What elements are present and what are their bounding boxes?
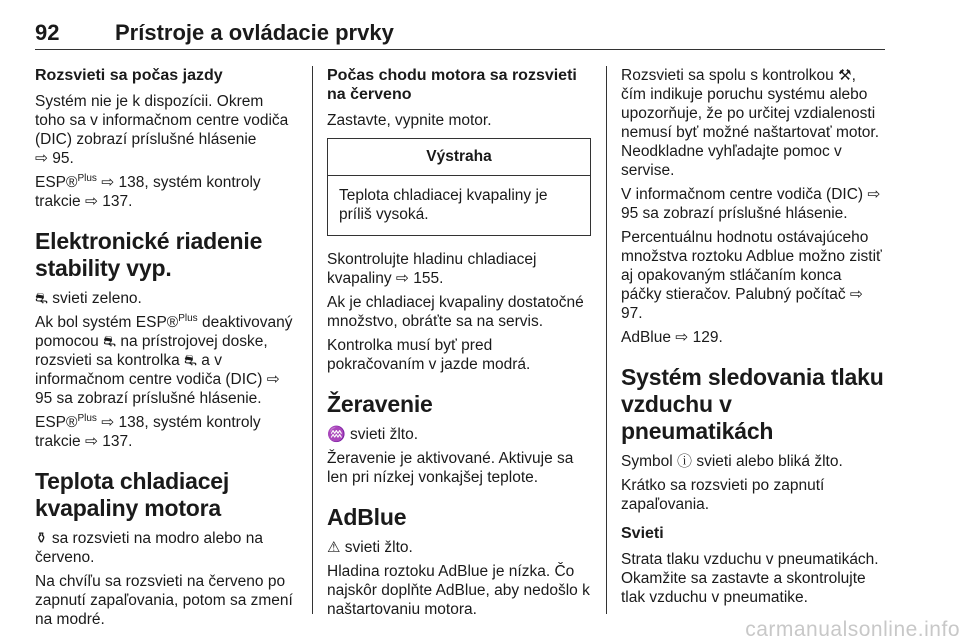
paragraph: Krátko sa rozsvieti po zapnutí zapaľovania. [621, 477, 825, 513]
paragraph: ⚱ sa rozsvieti na modro alebo na červeno. [35, 530, 263, 566]
paragraph: V informačnom centre vodiča (DIC) ⇨ 95 sa zobrazí príslušné hlásenie. [621, 186, 881, 222]
column-3 [621, 66, 885, 612]
column-2 [327, 66, 591, 624]
paragraph: ⚠ svieti žlto. [327, 539, 413, 556]
column-divider [312, 66, 313, 614]
paragraph: Strata tlaku vzduchu v pneumatikách. Okamžite sa zastavte a skontrolujte tlak vzduchu v pneumatike. [621, 551, 879, 606]
column-1 [35, 66, 297, 634]
adblue-icon: ⚠ [327, 539, 341, 556]
section-title: Elektronické riadenie stability vyp. [35, 228, 263, 281]
paragraph: Kontrolka musí byť pred pokračovaním v jazde modrá. [327, 337, 531, 373]
section-title: Teplota chladiacej kvapaliny motora [35, 468, 230, 521]
paragraph: Ak bol systém ESP®$^{Plus}$ deaktivovaný pomocou ⛐ na prístrojovej doske, rozsvieti sa kontrolka ⛐ a v informačnom centre vodiča (DIC) ⇨ 95 sa zobrazí príslušné hlásenie. [35, 313, 293, 407]
engine-service-icon: ⚒ [838, 67, 852, 84]
paragraph: Systém nie je k dispozícii. Okrem toho sa v informačnom centre vodiča (DIC) zobrazí príslušné hlásenie ⇨ 95. [35, 93, 289, 167]
paragraph: Žeravenie je aktivované. Aktivuje sa len pri nízkej vonkajšej teplote. [327, 450, 574, 486]
esp-off-icon: ⛐ [184, 352, 197, 369]
paragraph: ♒ svieti žlto. [327, 426, 419, 443]
paragraph: AdBlue ⇨ 129. [621, 329, 723, 346]
warning-text: Teplota chladiacej kvapaliny je príliš vysoká. [339, 187, 548, 223]
page-title: Prístroje a ovládacie prvky [115, 20, 394, 45]
page-header [35, 20, 885, 52]
header-divider [35, 49, 885, 50]
glow-plug-icon: ♒ [327, 426, 346, 443]
paragraph: Symbol ⓘ svieti alebo bliká žlto. [621, 453, 843, 470]
section-title: Žeravenie [327, 391, 433, 417]
paragraph: ⛐ svieti zeleno. [35, 290, 142, 307]
section-heading: Počas chodu motora sa rozsvieti na červeno [327, 67, 577, 103]
section-title: Systém sledovania tlaku vzduchu v pneumatikách [621, 364, 884, 444]
warning-title: Výstraha [328, 139, 590, 176]
watermark: carmanualsonline.info [745, 618, 960, 641]
column-divider [606, 66, 607, 614]
paragraph: Ak je chladiacej kvapaliny dostatočné množstvo, obráťte sa na servis. [327, 294, 584, 330]
warning-box [327, 138, 591, 236]
esp-off-icon: ⛐ [35, 290, 48, 307]
paragraph: Zastavte, vypnite motor. [327, 112, 492, 129]
paragraph: ESP®$^{Plus}$ ⇨ 138, systém kontroly trakcie ⇨ 137. [35, 173, 261, 210]
paragraph: Hladina roztoku AdBlue je nízka. Čo najskôr doplňte AdBlue, aby nedošlo k naštartovaniu motora. [327, 563, 590, 618]
esp-off-icon: ⛐ [103, 333, 117, 350]
paragraph: Percentuálnu hodnotu ostávajúceho množstva roztoku Adblue možno zistiť aj opakovaným stláčaním konca páčky stieračov. Palubný počítač ⇨ 97. [621, 229, 882, 322]
section-heading: Rozsvieti sa počas jazdy [35, 67, 223, 84]
paragraph: ESP®$^{Plus}$ ⇨ 138, systém kontroly trakcie ⇨ 137. [35, 413, 261, 450]
page-reference[interactable]: ⇨ 95. [35, 150, 74, 167]
section-title: AdBlue [327, 504, 407, 530]
coolant-temperature-icon: ⚱ [35, 530, 48, 547]
tire-pressure-icon: ⓘ [677, 453, 693, 470]
paragraph: Skontrolujte hladinu chladiacej kvapaliny ⇨ 155. [327, 251, 537, 287]
paragraph: Rozsvieti sa spolu s kontrolkou ⚒, čím indikuje poruchu systému alebo upozorňuje, že po určitej vzdialenosti nemusí byť možné naštartovať motor. Neodkladne vyhľadajte pomoc v servise. [621, 67, 880, 179]
page-number: 92 [35, 20, 60, 45]
paragraph: Na chvíľu sa rozsvieti na červeno po zapnutí zapaľovania, potom sa zmení na modré. [35, 573, 293, 628]
section-heading: Svieti [621, 525, 664, 542]
